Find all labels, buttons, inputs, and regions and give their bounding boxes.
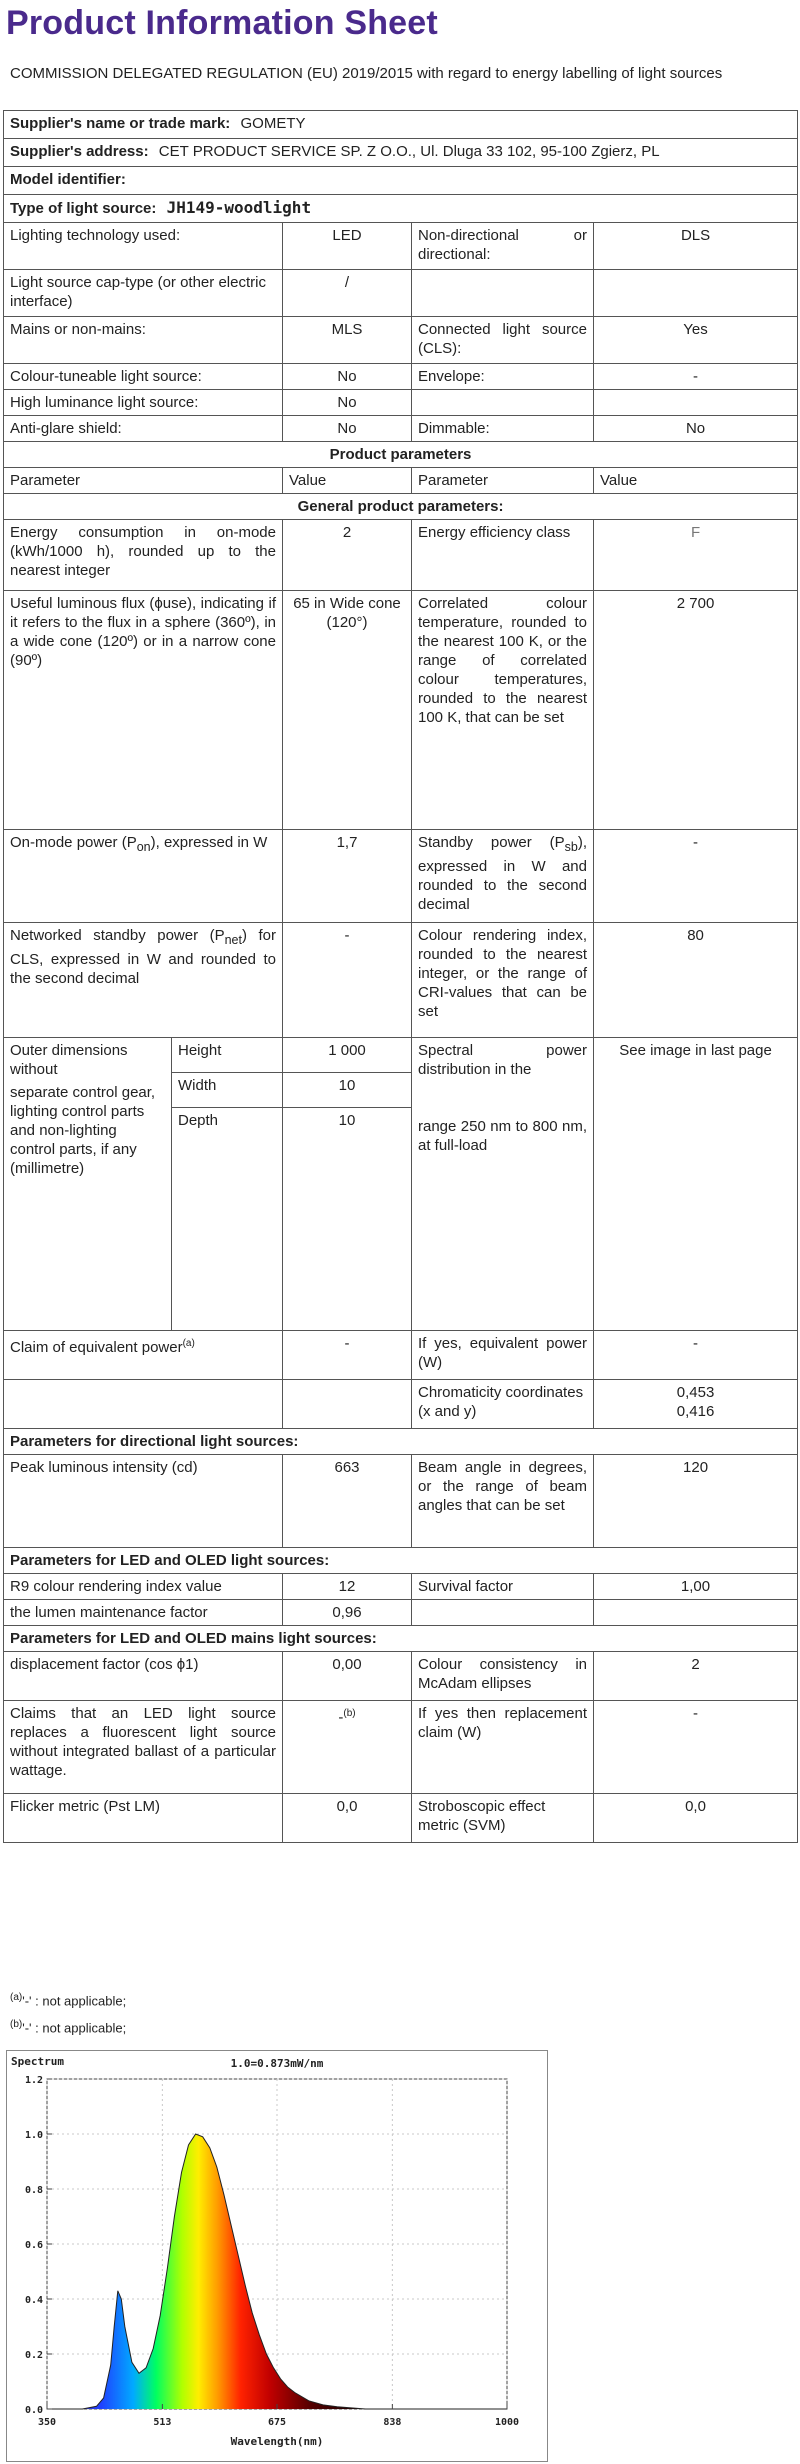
- y-tick-label: 0.6: [24, 2240, 43, 2251]
- depth-value: 10: [283, 1108, 412, 1331]
- high-luminance-row: [4, 390, 798, 416]
- standby-power-label: Standby power $(P_{sb})$, expressed in W and rounded to the second decimal: [412, 830, 594, 923]
- displacement-label: displacement factor (cos ϕ1): [4, 1652, 283, 1701]
- led-heading-row: [4, 1548, 798, 1574]
- model-row: [4, 167, 798, 195]
- supplier-name-label: Supplier's name or trade mark:: [10, 115, 231, 132]
- directional-value: DLS: [594, 223, 798, 270]
- flux-label: Useful luminous flux (ϕuse), indicating if it refers to the flux in a sphere (360º), in a wide cone (120º) or in a narrow cone (90º): [4, 591, 283, 830]
- cls-label: Connected light source (CLS):: [412, 317, 594, 364]
- networked-standby-value: -: [283, 923, 412, 1038]
- product-params-heading-row: [4, 442, 798, 468]
- flux-value: 65 in Wide cone (120°): [283, 591, 412, 830]
- spectrum-chart: [6, 2050, 548, 2462]
- footnotes: [10, 1986, 126, 2041]
- regulation-text: COMMISSION DELEGATED REGULATION (EU) 2019/2015 with regard to energy labelling of light sources: [10, 65, 723, 82]
- footnote-a: $^{(a)}$'-' : not applicable;: [10, 1992, 127, 2009]
- equivalent-watts-label: If yes, equivalent power (W): [412, 1331, 594, 1380]
- svm-value: 0,0: [594, 1794, 798, 1843]
- cct-value: 2 700: [594, 591, 798, 830]
- dimmable-label: Dimmable:: [412, 416, 594, 442]
- chromaticity-value: [594, 1380, 798, 1429]
- mains-heading: Parameters for LED and OLED mains light sources:: [4, 1626, 798, 1652]
- claims-value: -$^{(b)}$: [283, 1701, 412, 1794]
- standby-power-value: -: [594, 830, 798, 923]
- y-tick-label: 1.0: [24, 2130, 43, 2141]
- dimmable-value: No: [594, 416, 798, 442]
- r9-row: [4, 1574, 798, 1600]
- height-label: Height: [172, 1038, 283, 1073]
- lighting-tech-value: LED: [283, 223, 412, 270]
- displacement-row: [4, 1652, 798, 1701]
- supplier-address-value: CET PRODUCT SERVICE SP. Z O.O., Ul. Dluga 33 102, 95-100 Zgierz, PL: [158, 143, 660, 160]
- lumen-maintenance-value: 0,96: [283, 1600, 412, 1626]
- x-tick-label: 350: [37, 2417, 57, 2428]
- consistency-value: 2: [594, 1652, 798, 1701]
- onmode-power-value: 1,7: [283, 830, 412, 923]
- displacement-value: 0,00: [283, 1652, 412, 1701]
- equivalent-power-value: -: [283, 1331, 412, 1380]
- mains-label: Mains or non-mains:: [4, 317, 283, 364]
- peak-intensity-label: Peak luminous intensity (cd): [4, 1455, 283, 1548]
- antiglare-label: Anti-glare shield:: [4, 416, 283, 442]
- product-info-table: [3, 110, 798, 1843]
- cct-label: Correlated colour temperature, rounded to the nearest 100 K, or the range of correlated colour temperatures, rounded to the nearest 100 K, that can be set: [412, 591, 594, 830]
- replacement-value: -: [594, 1701, 798, 1794]
- flux-row: [4, 591, 798, 830]
- flicker-row: [4, 1794, 798, 1843]
- cri-label: Colour rendering index, rounded to the nearest integer, or the range of CRI-values that can be set: [412, 923, 594, 1038]
- light-type-row: [4, 195, 798, 223]
- height-row: [4, 1038, 798, 1073]
- supplier-address-row: [4, 139, 798, 167]
- chromaticity-x: 0,453: [676, 1384, 715, 1401]
- svm-label: Stroboscopic effect metric (SVM): [412, 1794, 594, 1843]
- cap-type-value: /: [283, 270, 412, 317]
- lumen-maintenance-label: the lumen maintenance factor: [4, 1600, 283, 1626]
- replacement-label: If yes then replacement claim (W): [412, 1701, 594, 1794]
- supplier-name-row: [4, 111, 798, 139]
- x-tick-label: 675: [267, 2417, 287, 2428]
- supplier-name-value: GOMETY: [240, 115, 306, 132]
- survival-value: 1,00: [594, 1574, 798, 1600]
- antiglare-row: [4, 416, 798, 442]
- networked-standby-label: Networked standby power $(P_{net})$ for CLS, expressed in W and rounded to the second decimal: [4, 923, 283, 1038]
- peak-intensity-row: [4, 1455, 798, 1548]
- mains-row: [4, 317, 798, 364]
- supplier-address-label: Supplier's address:: [10, 143, 149, 160]
- survival-label: Survival factor: [412, 1574, 594, 1600]
- envelope-value: -: [594, 364, 798, 390]
- x-axis-label: Wavelength(nm): [230, 2435, 324, 2448]
- light-type-value: JH149-woodlight: [166, 198, 312, 217]
- y-tick-label: 0.2: [24, 2350, 43, 2361]
- lighting-tech-label: Lighting technology used:: [4, 223, 283, 270]
- spd-value: See image in last page: [594, 1038, 798, 1331]
- networked-standby-row: [4, 923, 798, 1038]
- high-luminance-label: High luminance light source:: [4, 390, 283, 416]
- cls-value: Yes: [594, 317, 798, 364]
- onmode-power-label: On-mode power $(P_{on})$, expressed in W: [4, 830, 283, 923]
- width-label: Width: [172, 1073, 283, 1108]
- led-heading: Parameters for LED and OLED light sources:: [4, 1548, 798, 1574]
- cap-type-label: Light source cap-type (or other electric interface): [4, 270, 283, 317]
- antiglare-value: No: [283, 416, 412, 442]
- energy-row: [4, 520, 798, 591]
- y-tick-label: 0.0: [24, 2405, 43, 2416]
- tuneable-row: [4, 364, 798, 390]
- claims-row: [4, 1701, 798, 1794]
- general-heading: General product parameters:: [4, 494, 798, 520]
- flicker-value: 0,0: [283, 1794, 412, 1843]
- peak-intensity-value: 663: [283, 1455, 412, 1548]
- directional-heading: Parameters for directional light sources:: [4, 1429, 798, 1455]
- equivalent-power-row: [4, 1331, 798, 1380]
- mains-value: MLS: [283, 317, 412, 364]
- x-tick-label: 838: [383, 2417, 402, 2428]
- chromaticity-row: [4, 1380, 798, 1429]
- efficiency-value: F: [594, 520, 798, 591]
- energy-value: 2: [283, 520, 412, 591]
- envelope-label: Envelope:: [412, 364, 594, 390]
- beam-angle-value: 120: [594, 1455, 798, 1548]
- footnote-b: $^{(b)}$'-' : not applicable;: [10, 2019, 127, 2036]
- product-params-heading: Product parameters: [4, 442, 798, 468]
- cri-value: 80: [594, 923, 798, 1038]
- width-value: 10: [283, 1073, 412, 1108]
- r9-value: 12: [283, 1574, 412, 1600]
- lumen-maintenance-row: [4, 1600, 798, 1626]
- y-tick-label: 0.8: [24, 2185, 43, 2196]
- col-parameter-left: Parameter: [4, 468, 283, 494]
- claims-label: Claims that an LED light source replaces a fluorescent light source without integrated ballast of a particular wattage.: [4, 1701, 283, 1794]
- equivalent-power-label: Claim of equivalent power$^{(a)}$: [4, 1331, 283, 1380]
- chromaticity-label: Chromaticity coordinates (x and y): [412, 1380, 594, 1429]
- efficiency-label: Energy efficiency class: [412, 520, 594, 591]
- col-value-left: Value: [283, 468, 412, 494]
- equivalent-watts-value: -: [594, 1331, 798, 1380]
- outer-dimensions-label: Outer dimensions without separate control gear, lighting control parts and non-lighting control parts, if any (millimetre): [4, 1038, 172, 1331]
- model-identifier-label: Model identifier:: [4, 167, 798, 195]
- chart-annotation: 1.0=0.873mW/nm: [230, 2057, 324, 2070]
- mains-heading-row: [4, 1626, 798, 1652]
- consistency-label: Colour consistency in McAdam ellipses: [412, 1652, 594, 1701]
- cap-type-row: [4, 270, 798, 317]
- col-value-right: Value: [594, 468, 798, 494]
- y-tick-label: 0.4: [24, 2295, 43, 2306]
- light-type-label: Type of light source:: [10, 200, 157, 217]
- chart-title: Spectrum: [11, 2055, 64, 2068]
- col-parameter-right: Parameter: [412, 468, 594, 494]
- page-title: Product Information Sheet: [6, 4, 438, 42]
- column-header-row: [4, 468, 798, 494]
- flicker-label: Flicker metric (Pst LM): [4, 1794, 283, 1843]
- directional-heading-row: [4, 1429, 798, 1455]
- r9-label: R9 colour rendering index value: [4, 1574, 283, 1600]
- directional-label: Non-directional or directional:: [412, 223, 594, 270]
- chromaticity-y: 0,416: [676, 1403, 715, 1420]
- lighting-tech-row: [4, 223, 798, 270]
- y-tick-label: 1.2: [24, 2075, 43, 2086]
- height-value: 1 000: [283, 1038, 412, 1073]
- tuneable-value: No: [283, 364, 412, 390]
- onmode-power-row: [4, 830, 798, 923]
- high-luminance-value: No: [283, 390, 412, 416]
- beam-angle-label: Beam angle in degrees, or the range of beam angles that can be set: [412, 1455, 594, 1548]
- depth-label: Depth: [172, 1108, 283, 1331]
- x-tick-label: 513: [153, 2417, 172, 2428]
- energy-label: Energy consumption in on-mode (kWh/1000 h), rounded up to the nearest integer: [4, 520, 283, 591]
- x-tick-label: 1000: [494, 2417, 520, 2428]
- general-heading-row: [4, 494, 798, 520]
- spd-label: Spectral power distribution in the range 250 nm to 800 nm, at full-load: [412, 1038, 594, 1331]
- spectrum-svg: [7, 2051, 547, 2461]
- tuneable-label: Colour-tuneable light source:: [4, 364, 283, 390]
